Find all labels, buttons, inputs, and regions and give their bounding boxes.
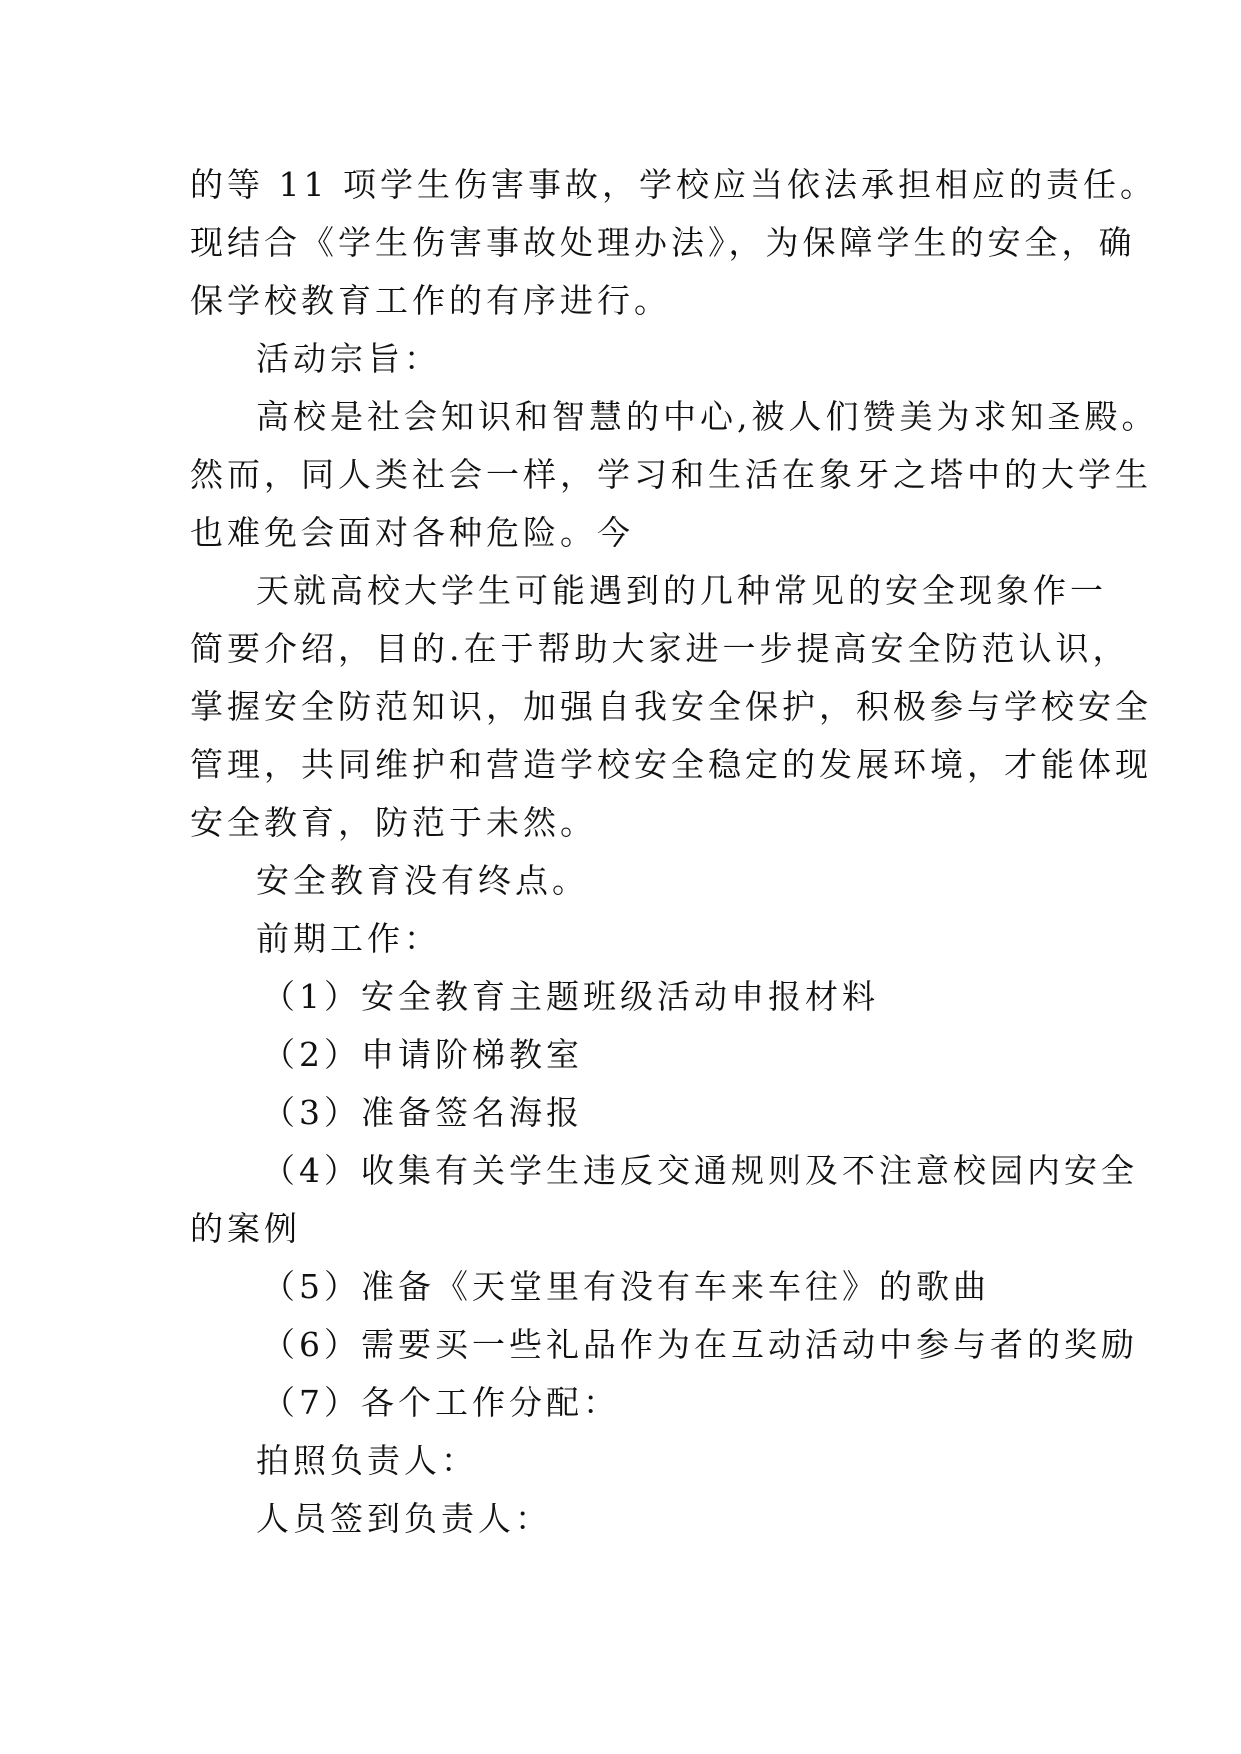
list-item: （3）准备签名海报: [262, 1093, 583, 1132]
list-item: （1）安全教育主题班级活动申报材料: [262, 977, 879, 1016]
section-heading: 活动宗旨：: [256, 339, 441, 378]
body-text-line: 高校是社会知识和智慧的中心,被人们赞美为求知圣殿。: [256, 397, 1159, 436]
body-text-line: 保学校教育工作的有序进行。: [190, 281, 671, 320]
list-item: （5）准备《天堂里有没有车来车往》的歌曲: [262, 1267, 990, 1306]
body-text-line: 管理，共同维护和营造学校安全稳定的发展环境，才能体现: [190, 745, 1152, 784]
body-text-line: 的等 11 项学生伤害事故，学校应当依法承担相应的责任。: [190, 165, 1157, 204]
list-item: （7）各个工作分配：: [262, 1383, 620, 1422]
list-item-continuation: 的案例: [190, 1209, 301, 1248]
body-text-line: 掌握安全防范知识，加强自我安全保护，积极参与学校安全: [190, 687, 1152, 726]
body-text-line: 拍照负责人：: [256, 1441, 478, 1480]
list-item: （2）申请阶梯教室: [262, 1035, 583, 1074]
body-text-line: 也难免会面对各种危险。今: [190, 513, 634, 552]
body-text-line: 安全教育没有终点。: [256, 861, 589, 900]
body-text-line: 简要介绍，目的.在于帮助大家进一步提高安全防范认识，: [190, 629, 1130, 668]
section-heading: 前期工作：: [256, 919, 441, 958]
list-item: （4）收集有关学生违反交通规则及不注意校园内安全: [262, 1151, 1138, 1190]
body-text-line: 现结合《学生伤害事故处理办法》，为保障学生的安全，确: [190, 223, 1136, 262]
body-text-line: 安全教育，防范于未然。: [190, 803, 597, 842]
body-text-line: 天就高校大学生可能遇到的几种常见的安全现象作一: [256, 571, 1107, 610]
body-text-line: 然而，同人类社会一样，学习和生活在象牙之塔中的大学生: [190, 455, 1152, 494]
body-text-line: 人员签到负责人：: [256, 1499, 552, 1538]
list-item: （6）需要买一些礼品作为在互动活动中参与者的奖励: [262, 1325, 1138, 1364]
